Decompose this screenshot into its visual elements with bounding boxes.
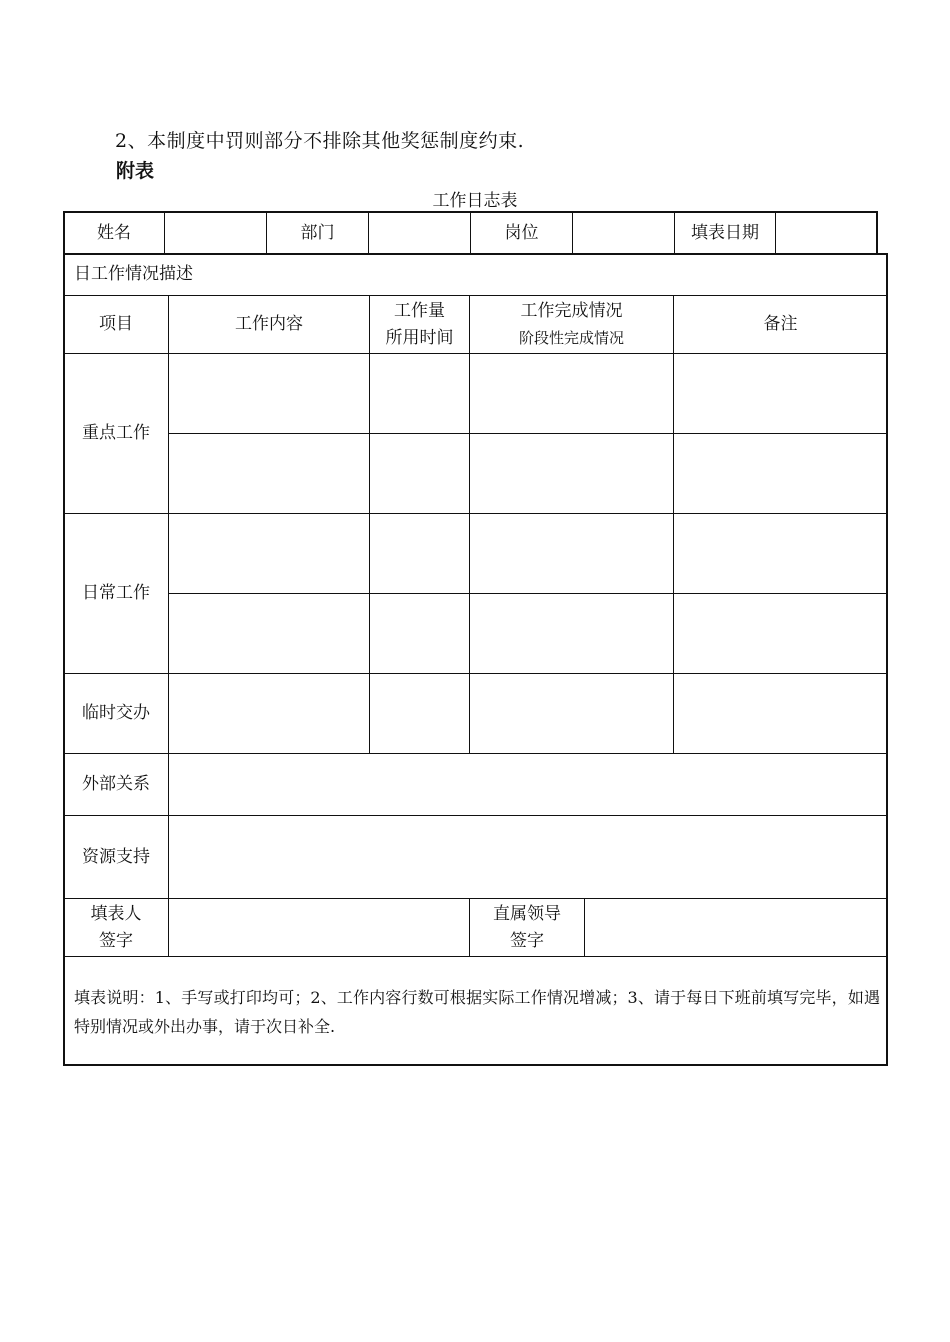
post-value-cell[interactable] bbox=[572, 211, 675, 255]
key-content-cell-2[interactable] bbox=[168, 433, 370, 514]
row-daily-label: 日常工作 bbox=[82, 583, 150, 603]
date-label-cell bbox=[674, 211, 776, 255]
date-value-cell[interactable] bbox=[775, 211, 878, 255]
external-value-cell[interactable] bbox=[168, 753, 888, 816]
temp-time-cell[interactable] bbox=[369, 673, 470, 754]
notes-text: 填表说明：1、手写或打印均可；2、工作内容行数可根据实际工作情况增减；3、请于每日下班前填写完毕，如遇特别情况或外出办事，请于次日补全. bbox=[74, 988, 880, 1036]
row-key-label: 重点工作 bbox=[82, 423, 150, 443]
table-caption: 工作日志表 bbox=[432, 191, 518, 211]
temp-content-cell[interactable] bbox=[168, 673, 370, 754]
row-daily-label-cell bbox=[63, 513, 169, 674]
leader-label-line1: 直属领导 bbox=[493, 903, 561, 924]
date-label: 填表日期 bbox=[691, 222, 759, 243]
filler-label-cell bbox=[63, 898, 169, 957]
col-item-label: 项目 bbox=[99, 314, 133, 334]
daily-time-cell-1[interactable] bbox=[369, 513, 470, 594]
key-content-cell-1[interactable] bbox=[168, 353, 370, 434]
temp-status-cell[interactable] bbox=[469, 673, 674, 754]
filler-signature-cell[interactable] bbox=[168, 898, 470, 957]
col-status-header bbox=[469, 295, 674, 354]
col-time-header bbox=[369, 295, 470, 354]
daily-status-cell-2[interactable] bbox=[469, 593, 674, 674]
daily-desc-cell bbox=[63, 253, 888, 296]
post-label: 岗位 bbox=[504, 222, 539, 243]
col-remark-label: 备注 bbox=[763, 314, 798, 334]
daily-time-cell-2[interactable] bbox=[369, 593, 470, 674]
leader-label-line2: 签字 bbox=[510, 930, 544, 951]
col-status-line1: 工作完成情况 bbox=[520, 300, 623, 321]
filler-label-line1: 填表人 bbox=[90, 903, 142, 924]
daily-remark-cell-2[interactable] bbox=[673, 593, 888, 674]
resource-value-cell[interactable] bbox=[168, 815, 888, 899]
temp-remark-cell[interactable] bbox=[673, 673, 888, 754]
row-resource-label: 资源支持 bbox=[82, 846, 150, 867]
post-label-cell bbox=[470, 211, 573, 255]
row-external-label: 外部关系 bbox=[82, 774, 150, 794]
row-resource-label-cell bbox=[63, 815, 169, 899]
key-status-cell-1[interactable] bbox=[469, 353, 674, 434]
daily-content-cell-1[interactable] bbox=[168, 513, 370, 594]
col-content-label: 工作内容 bbox=[235, 314, 303, 334]
name-value-cell[interactable] bbox=[164, 211, 267, 255]
body-text-line: 2、本制度中罚则部分不排除其他奖惩制度约束. bbox=[115, 130, 525, 152]
row-temp-label: 临时交办 bbox=[82, 703, 150, 723]
daily-status-cell-1[interactable] bbox=[469, 513, 674, 594]
daily-remark-cell-1[interactable] bbox=[673, 513, 888, 594]
appendix-heading: 附表 bbox=[116, 160, 155, 182]
filler-label-line2: 签字 bbox=[99, 930, 133, 951]
key-status-cell-2[interactable] bbox=[469, 433, 674, 514]
row-external-label-cell bbox=[63, 753, 169, 816]
col-content-header bbox=[168, 295, 370, 354]
col-status-line2: 阶段性完成情况 bbox=[518, 328, 624, 347]
col-remark-header bbox=[673, 295, 888, 354]
row-key-label-cell bbox=[63, 353, 169, 514]
dept-label-cell bbox=[266, 211, 369, 255]
name-label: 姓名 bbox=[97, 222, 131, 243]
col-time-line1: 工作量 bbox=[394, 300, 445, 321]
leader-label-cell bbox=[469, 898, 585, 957]
key-remark-cell-2[interactable] bbox=[673, 433, 888, 514]
daily-desc-label: 日工作情况描述 bbox=[74, 264, 193, 284]
leader-signature-cell[interactable] bbox=[584, 898, 888, 957]
dept-label: 部门 bbox=[300, 222, 335, 243]
col-item-header bbox=[63, 295, 169, 354]
row-temp-label-cell bbox=[63, 673, 169, 754]
key-remark-cell-1[interactable] bbox=[673, 353, 888, 434]
daily-content-cell-2[interactable] bbox=[168, 593, 370, 674]
key-time-cell-1[interactable] bbox=[369, 353, 470, 434]
col-time-line2: 所用时间 bbox=[385, 327, 454, 348]
dept-value-cell[interactable] bbox=[368, 211, 471, 255]
name-label-cell bbox=[63, 211, 165, 255]
key-time-cell-2[interactable] bbox=[369, 433, 470, 514]
